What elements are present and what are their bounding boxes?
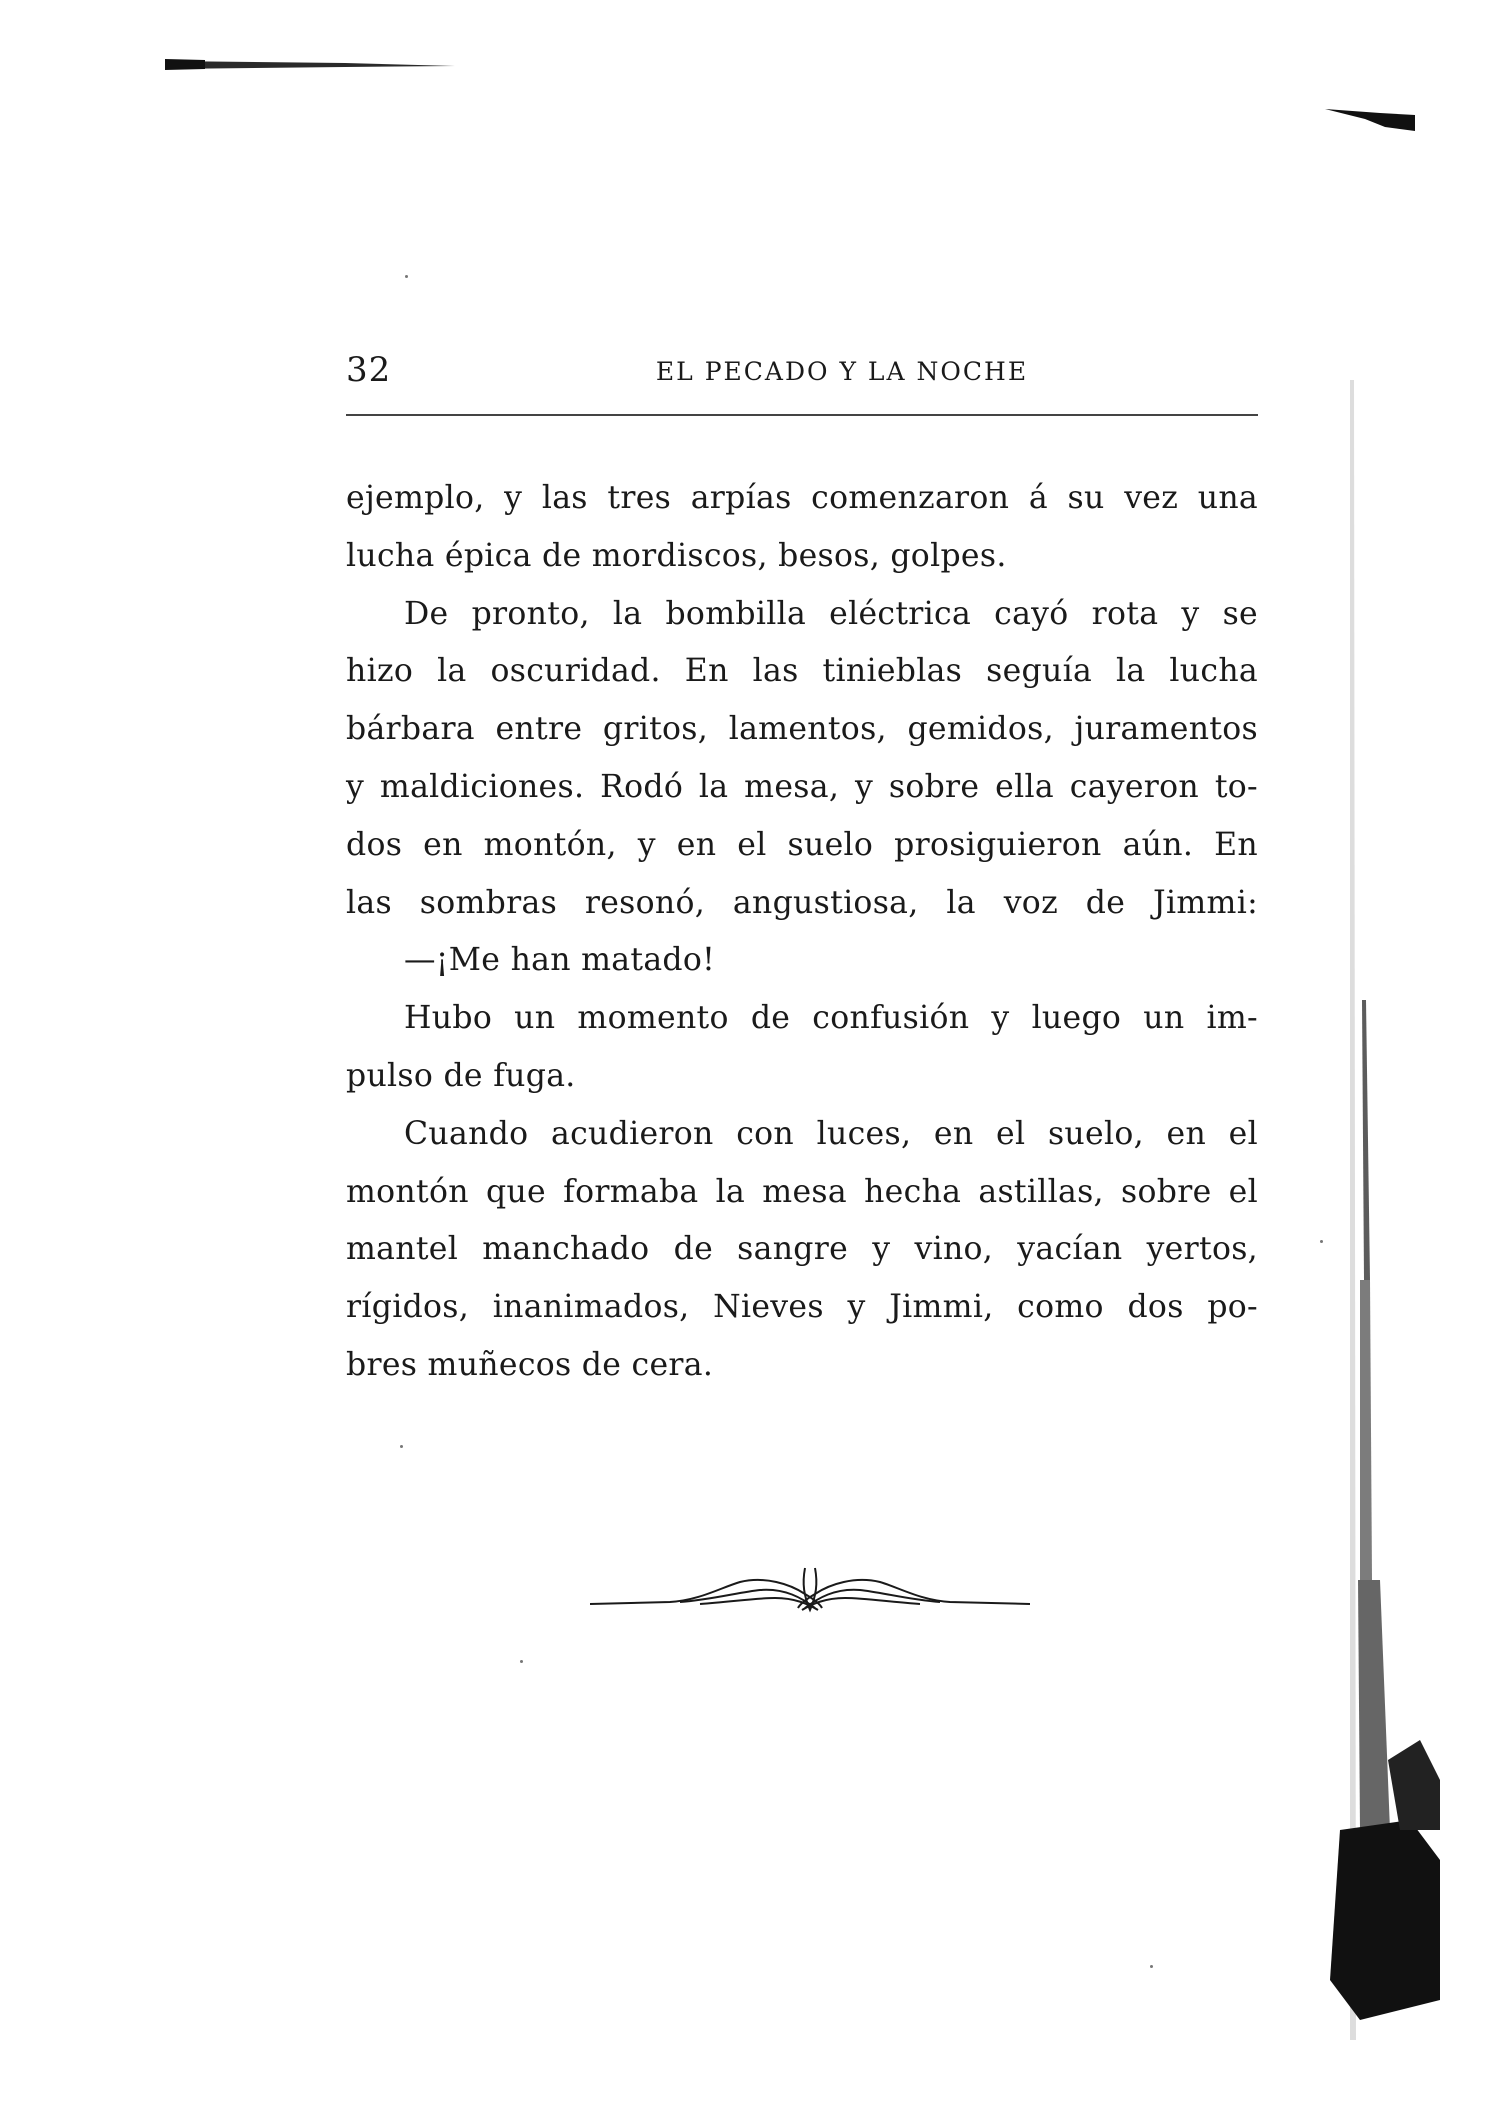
text-line: montón que formaba la mesa hecha astillas, sobre el: [346, 1173, 1258, 1210]
text-line: hizo la oscuridad. En las tinieblas seguía la lucha: [346, 653, 1258, 690]
text-line: mantel manchado de sangre y vino, yacían yertos,: [346, 1231, 1258, 1268]
body-text: [346, 470, 1258, 1395]
text-line: ejemplo, y las tres arpías comenzaron á su vez una: [346, 480, 1258, 516]
text-line: dos en montón, y en el suelo prosiguieron aún. En: [346, 826, 1258, 863]
header-rule: [346, 414, 1258, 416]
text-line: y maldiciones. Rodó la mesa, y sobre ella cayeron to-: [346, 768, 1258, 805]
running-title: EL PECADO Y LA NOCHE: [655, 357, 1029, 386]
text-line: Hubo un momento de confusión y luego un im-: [404, 1000, 1258, 1037]
scan-smudge-top: [165, 57, 455, 71]
text-line: Cuando acudieron con luces, en el suelo, en el: [404, 1115, 1258, 1152]
text-line: bárbara entre gritos, lamentos, gemidos, juramentos: [346, 711, 1258, 748]
text-line: las sombras resonó, angustiosa, la voz de Jimmi:: [346, 884, 1258, 921]
text-line: De pronto, la bombilla eléctrica cayó rota y se: [404, 595, 1258, 632]
text-line: —¡Me han matado!: [404, 942, 716, 979]
running-head: [346, 350, 1258, 394]
page-number: 32: [346, 350, 392, 390]
tailpiece-flourish-icon: [590, 1560, 1030, 1620]
scan-page-edge-shadow: [1300, 380, 1440, 2040]
text-line: bres muñecos de cera.: [346, 1346, 714, 1383]
text-line: pulso de fuga.: [346, 1057, 576, 1094]
scan-smudge-right-top: [1325, 103, 1415, 133]
text-line: rígidos, inanimados, Nieves y Jimmi, como dos po-: [346, 1289, 1258, 1326]
text-line: lucha épica de mordiscos, besos, golpes.: [346, 537, 1007, 574]
